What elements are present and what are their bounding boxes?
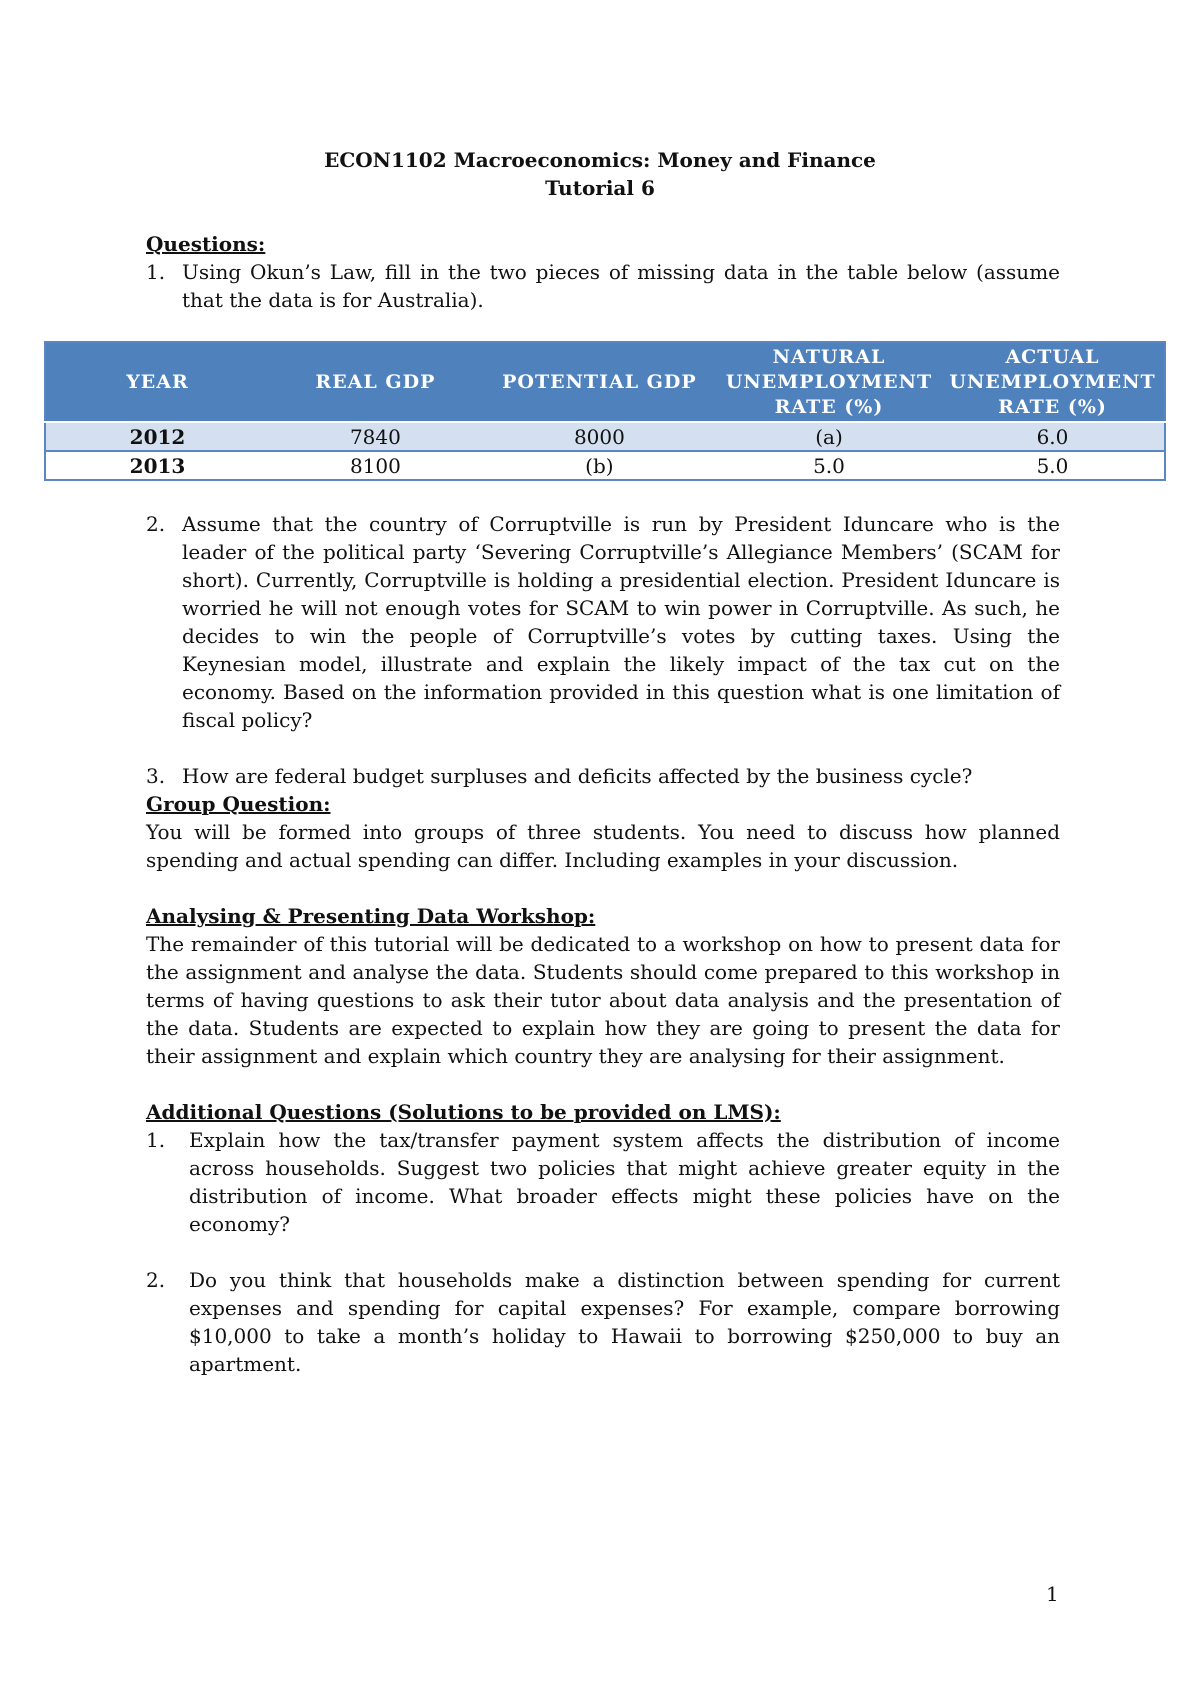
table-cell-actual-rate: 5.0: [941, 451, 1165, 480]
question-2: [146, 510, 1060, 734]
column-header-natural-unemployment: NATURAL UNEMPLOYMENT RATE (%): [717, 342, 941, 422]
workshop-text: The remainder of this tutorial will be dedicated to a workshop on how to present data for the assignment and analyse the data. Students should come prepared to this workshop in terms of having questions to ask their tutor about data analysis and the presentation of the data. Students are expected to explain how they are going to present the data for their assignment and explain which country they are analysing for their assignment.: [146, 932, 1060, 1068]
question-number: 2.: [146, 1268, 166, 1292]
questions-heading: Questions:: [146, 232, 266, 256]
question-text: Do you think that households make a distinction between spending for current expenses and spending for capital expenses? For example, compare borrowing $10,000 to take a month’s holiday to Hawaii to borrowing $250,000 to buy an apartment.: [189, 1268, 1060, 1376]
question-number: 1.: [146, 260, 166, 284]
column-header-actual-unemployment: ACTUAL UNEMPLOYMENT RATE (%): [941, 342, 1165, 422]
table-cell-actual-rate: 6.0: [941, 422, 1165, 451]
table-row: [45, 451, 1165, 480]
table-row: [45, 422, 1165, 451]
table-cell-potential-gdp: (b): [482, 451, 717, 480]
table-header-row: [45, 342, 1165, 422]
document-subtitle: Tutorial 6: [545, 176, 655, 200]
table-cell-natural-rate: 5.0: [717, 451, 941, 480]
additional-questions-heading: Additional Questions (Solutions to be provided on LMS):: [146, 1100, 781, 1124]
group-question-section: [146, 790, 1060, 874]
workshop-heading: Analysing & Presenting Data Workshop:: [146, 904, 596, 928]
additional-questions-section: [146, 1098, 1060, 1378]
table-cell-natural-rate: (a): [717, 422, 941, 451]
column-header-real-gdp: REAL GDP: [269, 342, 482, 422]
questions-continued: [146, 510, 1060, 790]
table-cell-real-gdp: 7840: [269, 422, 482, 451]
okun-data-table: [44, 341, 1166, 481]
questions-section: [146, 230, 1060, 314]
question-text: How are federal budget surpluses and deficits affected by the business cycle?: [182, 764, 973, 788]
question-3: [146, 762, 1060, 790]
column-header-year: YEAR: [45, 342, 269, 422]
workshop-section: [146, 902, 1060, 1070]
question-number: 3.: [146, 764, 166, 788]
question-number: 2.: [146, 512, 166, 536]
group-question-text: You will be formed into groups of three students. You need to discuss how planned spending and actual spending can differ. Including examples in your discussion.: [146, 820, 1060, 872]
question-1: [146, 258, 1060, 314]
table-cell-real-gdp: 8100: [269, 451, 482, 480]
table-cell-year: 2012: [45, 422, 269, 451]
document-title: ECON1102 Macroeconomics: Money and Finance: [324, 148, 876, 172]
question-number: 1.: [146, 1128, 166, 1152]
table-cell-potential-gdp: 8000: [482, 422, 717, 451]
table-cell-year: 2013: [45, 451, 269, 480]
document-header: [0, 146, 1200, 202]
question-text: Assume that the country of Corruptville is run by President Iduncare who is the leader of the political party ‘Severing Corruptville’s Allegiance Members’ (SCAM for short). Currently, Corruptville is holding a presidential election. President Iduncare is worried he will not enough votes for SCAM to win power in Corruptville. As such, he decides to win the people of Corruptville’s votes by cutting taxes. Using the Keynesian model, illustrate and explain the likely impact of the tax cut on the economy. Based on the information provided in this question what is one limitation of fiscal policy?: [182, 512, 1060, 732]
question-text: Using Okun’s Law, fill in the two pieces of missing data in the table below (assume that the data is for Australia).: [182, 260, 1060, 312]
question-text: Explain how the tax/transfer payment system affects the distribution of income across households. Suggest two policies that might achieve greater equity in the distribution of income. What broader effects might these policies have on the economy?: [189, 1128, 1060, 1236]
group-question-heading: Group Question:: [146, 792, 331, 816]
additional-question-2: [146, 1266, 1060, 1378]
column-header-potential-gdp: POTENTIAL GDP: [482, 342, 717, 422]
page-number: 1: [1046, 1582, 1059, 1606]
additional-question-1: [146, 1126, 1060, 1238]
